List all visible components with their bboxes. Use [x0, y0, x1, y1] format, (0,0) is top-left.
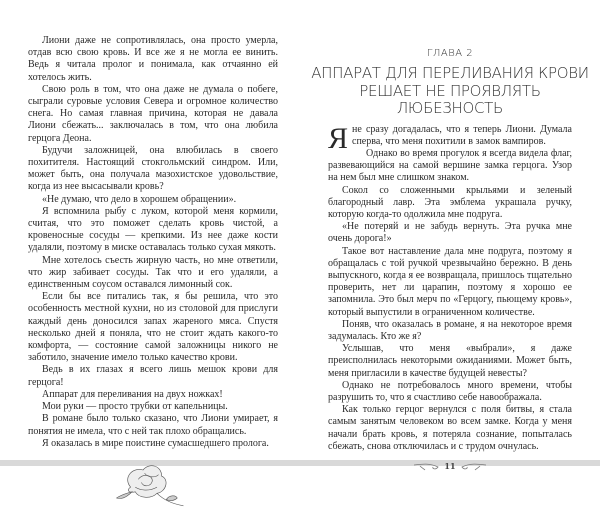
first-paragraph: [328, 121, 572, 155]
page-number: 11: [444, 460, 456, 471]
first-paragraph-text: не сразу догадалась, что я теперь Лиони. Думала сперва, что меня похитили в замок вампиров.: [352, 123, 572, 147]
paragraph: Мне хотелось съесть жирную часть, но мне ответили, что жир забивает сосуды. Так что и его удаляли, а единственным соусом оставался лимонный сок.: [28, 254, 278, 291]
paragraph: Такое вот наставление дала мне подруга, поэтому я обращалась с той ручкой чрезвычайно бережно. В день выпускного, когда я ее возвращала, пришлось тщательно проверить, нет ли царапин, поэтому я хорошо ее запомнила. Это был мерч по «Герцогу, пьющему кровь», который выпустили в ограниченном количестве.: [328, 245, 572, 318]
paragraph: «Не думаю, что дело в хорошем обращении».: [42, 193, 237, 205]
paragraph: Я оказалась в мире поистине сумасшедшего пролога.: [42, 437, 269, 449]
chapter-title: АППАРАТ ДЛЯ ПЕРЕЛИВАНИЯ КРОВИ РЕШАЕТ НЕ ПРОЯВЛЯТЬ ЛЮБЕЗНОСТЬ: [311, 64, 589, 117]
paragraph: Мои руки — просто трубки от капельницы.: [42, 401, 228, 413]
right-page-text: [328, 121, 572, 453]
paragraph: Однако во время прогулок я всегда видела флаг, развевающийся на самой вершине замка герцога. Узор на нем был мне слишком знаком.: [328, 147, 572, 184]
paragraph: «Не потеряй и не забудь вернуть. Эта ручка мне очень дорога!»: [328, 221, 572, 245]
paragraph: Ведь в их глазах я всего лишь мешок крови для герцога!: [28, 364, 278, 388]
paragraph: Если бы все питались так, я бы решила, что это особенность местной кухни, но из столовой для прислуги каждый день доносился запах жареного мяса. Спустя несколько дней я поняла, что не стоит ждать какого-то комфорта, — состояние самой заложницы никого не заботило, значение имело только качество крови.: [28, 291, 278, 364]
drop-cap: Я: [328, 121, 349, 155]
paragraph: В романе было только сказано, что Лиони умирает, я понятия не имела, что с ней так плохо обращались.: [28, 413, 278, 437]
paragraph: Сокол со сложенными крыльями и зеленый благородный лавр. Эта эмблема украшала ручку, которую когда-то одолжила мне подруга.: [328, 184, 572, 220]
paragraph: Как только герцог вернулся с поля битвы, я стала самым занятым человеком во всем замке. Когда у меня начали брать кровь, я потеряла сознание, попыталась сбежать, снова отключилась и с трудом очнулась.: [328, 404, 572, 452]
right-ornament-icon: [458, 463, 486, 471]
paragraph: Я вспомнила рыбу с луком, которой меня кормили, считая, что это поможет сделать кровь чистой, а кровеносные сосуды — крепкими. Из нее даже кости удаляли, поэтому в миске оставалась только сухая мякоть.: [28, 205, 278, 254]
paragraph: Услышав, что меня «выбрали», я даже преисполнилась некоторыми ожиданиями. Может быть, меня пригласили в качестве будущей невесты?: [328, 343, 572, 379]
rose-illustration: [110, 456, 190, 512]
right-page: [300, 0, 600, 471]
chapter-label: ГЛАВА 2: [426, 48, 474, 59]
paragraph: Будучи заложницей, она влюбилась в своего похитителя. Настоящий стокгольмский синдром. Или, может быть, она получала мазохистское удовольствие, когда из нее высасывали кровь?: [28, 144, 278, 193]
left-ornament-icon: [414, 463, 442, 471]
paragraph: Свою роль в том, что она даже не думала о побеге, сыграли суровые условия Севера и огромное количество снега. Но самая главная причина, которая не давала Лиони сбежать... заключалась в том, что она любила герцога Деона.: [28, 83, 278, 144]
paragraph: Однако не потребовалось много времени, чтобы разрушить то, что я счастливо себе навоображала.: [328, 379, 572, 403]
paragraph: Аппарат для переливания на двух ножках!: [42, 388, 223, 400]
left-page-text: [28, 35, 278, 450]
paragraph: Лиони даже не сопротивлялась, она просто умерла, отдав всю свою кровь. И все же я не могла ее винить. Ведь я читала пролог и понимала, как отчаянно ей хотелось жить.: [28, 35, 278, 83]
paragraph: Поняв, что оказалась в романе, я на некоторое время задумалась. Кто же я?: [328, 318, 572, 342]
